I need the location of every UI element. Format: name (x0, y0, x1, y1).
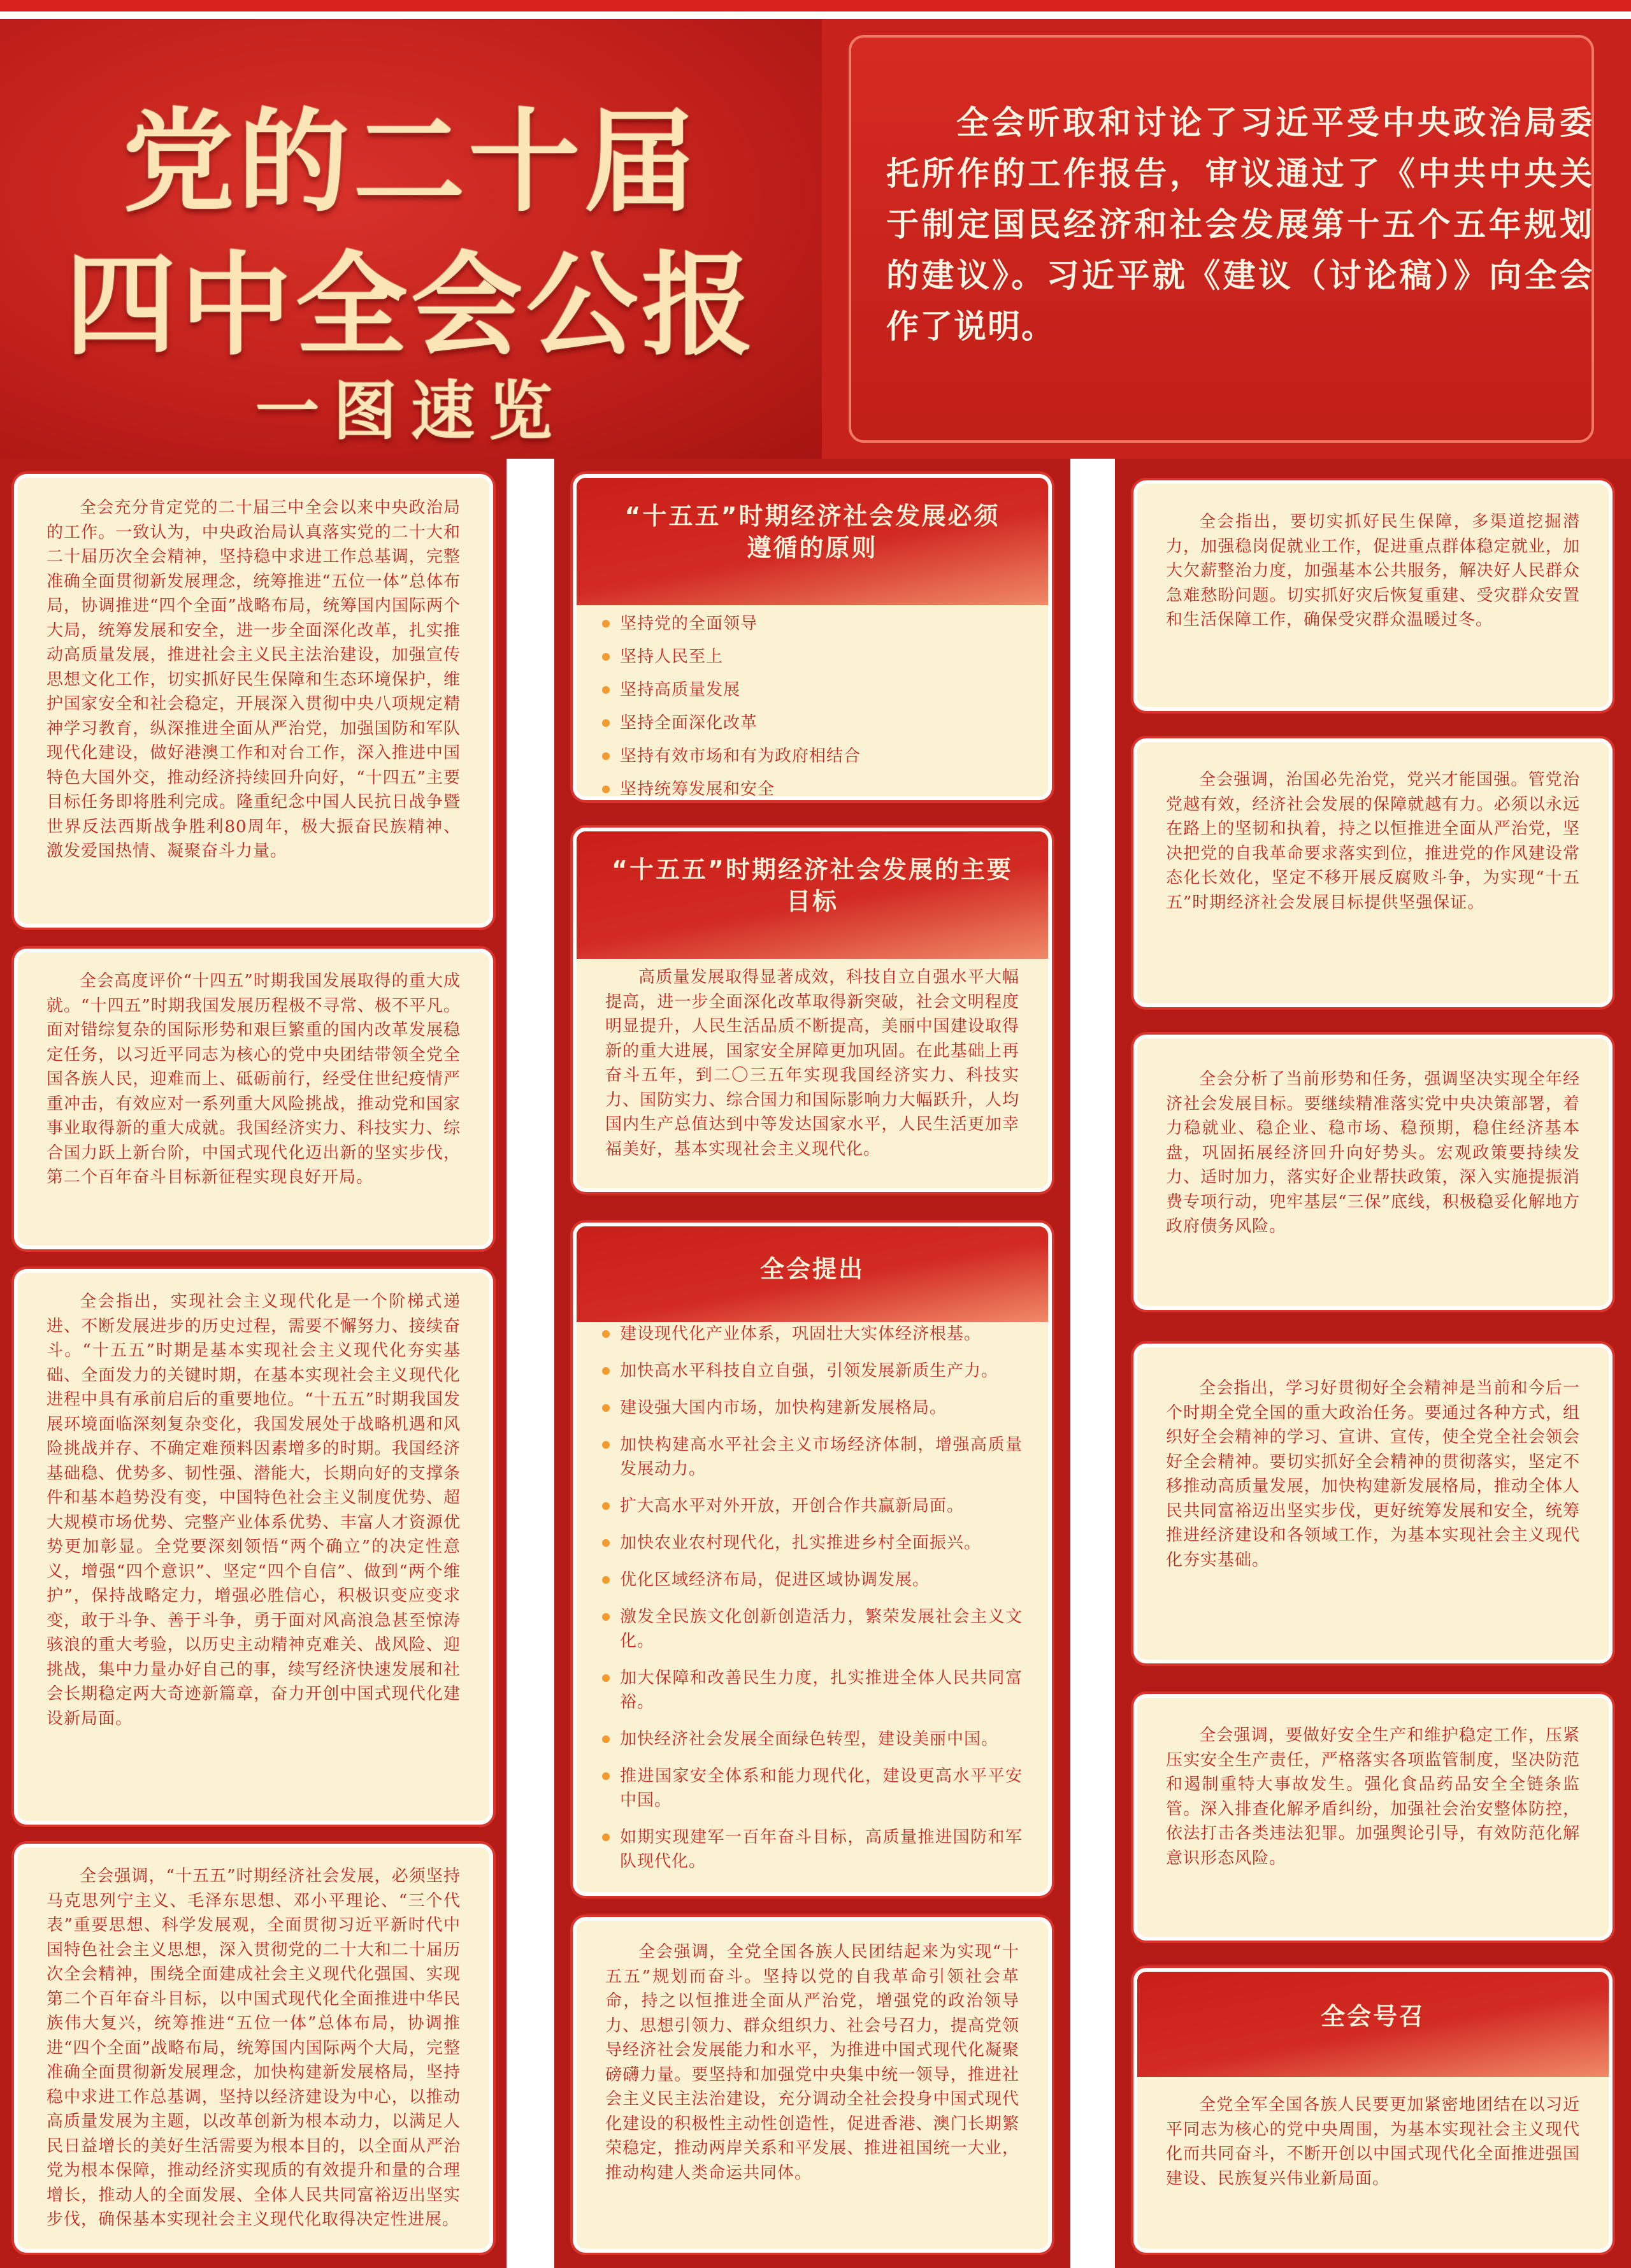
bullet-icon (602, 1330, 610, 1338)
card-work-review (18, 478, 489, 924)
list-item (602, 777, 997, 801)
top-rule (0, 0, 1631, 11)
list-item (602, 645, 997, 669)
intro-text: 全会听取和讨论了习近平受中央政治局委托所作的工作报告，审议通过了《中共中央关于制定国民经济和社会发展第十五个五年规划的建议》。习近平就《建议（讨论稿）》向全会作了说明。 (886, 104, 1593, 346)
goals-title: “十五五”时期经济社会发展的主要目标 (612, 856, 1013, 915)
title-panel (0, 19, 822, 459)
list-item-text: 加快构建高水平社会主义市场经济体制，增强高质量发展动力。 (620, 1435, 1023, 1479)
bullet-icon (602, 719, 610, 727)
banner-proposals (577, 1226, 1048, 1322)
card-study-spirit (1137, 1347, 1609, 1660)
list-item-text: 加快高水平科技自立自强，引领发展新质生产力。 (620, 1361, 999, 1381)
card-text: 全会强调，“十五五”时期经济社会发展，必须坚持马克思列宁主义、毛泽东思想、邓小平理论、“三个代表”重要思想、科学发展观，全面贯彻习近平新时代中国特色社会主义思想，深入贯彻党的二十大和二十届历次全会精神，围绕全面建成社会主义现代化强国、实现第二个百年奋斗目标，以中国式现代化全面推进中华民族伟大复兴，统筹推进“五位一体”总体布局，协调推进“四个全面”战略布局，统筹国内国际两个大局，完整准确全面贯彻新发展理念，加快构建新发展格局，坚持稳中求进工作总基调，坚持以经济建设为中心，以推动高质量发展为主题，以改革创新为根本动力，以满足人民日益增长的美好生活需要为根本目的，以全面从严治党为根本保障，推动经济实现质的有效提升和量的合理增长，推动人的全面发展、全体人民共同富裕迈出坚实步伐，确保基本实现社会主义现代化取得决定性进展。 (47, 1867, 461, 2229)
list-item-text: 坚持党的全面领导 (620, 614, 758, 633)
card-text: 全会充分肯定党的二十届三中全会以来中央政治局的工作。一致认为，中央政治局认真落实党的二十大和二十届历次全会精神，坚持稳中求进工作总基调，完整准确全面贯彻新发展理念，统筹推进“五位一体”总体布局，协调推进“四个全面”战略布局，统筹国内国际两个大局，统筹发展和安全，进一步全面深化改革，扎实推动高质量发展，推进社会主义民主法治建设，加强宣传思想文化工作，切实抓好民生保障和生态环境保护，维护国家安全和社会稳定，开展深入贯彻中央八项规定精神学习教育，纵深推进全面从严治党，加强国防和军队现代化建设，做好港澳工作和对台工作，深入推进中国特色大国外交，推动经济持续回升向好，“十四五”主要目标任务即将胜利完成。隆重纪念中国人民抗日战争暨世界反法西斯战争胜利80周年，极大振奋民族精神、激发爱国热情、凝聚奋斗力量。 (47, 498, 461, 861)
list-item-text: 建设现代化产业体系，巩固壮大实体经济根基。 (620, 1324, 982, 1344)
list-item-text: 激发全民族文化创新创造活力，繁荣发展社会主义文化。 (620, 1607, 1023, 1651)
bullet-icon (602, 620, 610, 628)
middle-column (554, 459, 1070, 2268)
call-title: 全会号召 (1320, 2002, 1425, 2030)
card-call (1137, 1972, 1609, 2249)
list-item-text: 坚持高质量发展 (620, 680, 741, 700)
left-column (0, 459, 507, 2268)
card-modernization-process (18, 1273, 489, 1821)
bullet-icon (602, 786, 610, 793)
bullet-icon (602, 1367, 610, 1375)
proposals-title: 全会提出 (759, 1255, 865, 1283)
list-item (602, 711, 997, 735)
list-item-text: 扩大高水平对外开放，开创合作共赢新局面。 (620, 1496, 965, 1516)
card-text: 全会指出，要切实抓好民生保障，多渠道挖掘潜力，加强稳岗促就业工作，促进重点群体稳定就业，加大欠薪整治力度，加强基本公共服务，解决好人民群众急难愁盼问题。切实抓好灾后恢复重建、受灾群众安置和生活保障工作，确保受灾群众温暖过冬。 (1166, 512, 1580, 629)
page-subtitle: 一图速览 (255, 374, 566, 449)
card-current-situation (1137, 1038, 1609, 1306)
card-14th-achievements (18, 952, 489, 1245)
card-text: 全会指出，学习好贯彻好全会精神是当前和今后一个时期全党全国的重大政治任务。要通过各种方式，组织好全会精神的学习、宣讲、宣传，使全党全社会领会好全会精神。要切实抓好全会精神的贯彻落实，坚定不移推动高质量发展，加快构建新发展格局，推动全体人民共同富裕迈出坚实步伐，更好统筹发展和安全，统筹推进经济建设和各领域工作，为基本实现社会主义现代化夯实基础。 (1166, 1379, 1580, 1570)
call-text: 全党全军全国各族人民要更加紧密地团结在以习近平同志为核心的党中央周围，为基本实现社会主义现代化而共同奋斗，不断开创以中国式现代化全面推进强国建设、民族复兴伟业新局面。 (1166, 2095, 1580, 2188)
principles-title: “十五五”时期经济社会发展必须遵循的原则 (624, 502, 1000, 562)
list-item-text: 推进国家安全体系和能力现代化，建设更高水平平安中国。 (620, 1767, 1023, 1810)
list-item (602, 1322, 1023, 1346)
banner-goals (577, 831, 1048, 959)
list-item (602, 1494, 1023, 1518)
bullet-icon (602, 752, 610, 760)
list-item (602, 678, 997, 702)
page-title-line-1: 党的二十届 (122, 98, 700, 227)
list-item (602, 1825, 1023, 1874)
bullet-icon (602, 1834, 610, 1841)
bullet-icon (602, 1576, 610, 1584)
proposals-list (602, 1322, 1023, 1874)
list-item (602, 612, 997, 636)
list-item (602, 1396, 1023, 1420)
list-item-text: 坚持有效市场和有为政府相结合 (620, 747, 861, 766)
bullet-icon (602, 1674, 610, 1682)
list-item (602, 1605, 1023, 1653)
list-item-text: 坚持人民至上 (620, 647, 724, 666)
goals-text: 高质量发展取得显著成效，科技自立自强水平大幅提高，进一步全面深化改革取得新突破，社会文明程度明显提升，人民生活品质不断提高，美丽中国建设取得新的重大进展，国家安全屏障更加巩固。在此基础上再奋斗五年，到二〇三五年实现我国经济实力、科技实力、国防实力、综合国力和国际影响力大幅跃升，人均国内生产总值达到中等发达国家水平，人民生活更加幸福美好，基本实现社会主义现代化。 (605, 968, 1019, 1159)
list-item (602, 744, 997, 768)
banner-principles (577, 478, 1048, 605)
list-item-text: 加快农业农村现代化，扎实推进乡村全面振兴。 (620, 1533, 982, 1553)
list-item (602, 1359, 1023, 1383)
bullet-icon (602, 1772, 610, 1780)
list-item (602, 1433, 1023, 1481)
bullet-icon (602, 1613, 610, 1621)
card-text: 全会高度评价“十四五”时期我国发展取得的重大成就。“十四五”时期我国发展历程极不寻常、极不平凡。面对错综复杂的国际形势和艰巨繁重的国内改革发展稳定任务，以习近平同志为核心的党中央团结带领全党全国各族人民，迎难而上、砥砺前行，经受住世纪疫情严重冲击，有效应对一系列重大风险挑战，推动党和国家事业取得新的重大成就。我国经济实力、科技实力、综合国力跃上新台阶，中国式现代化迈出新的坚实步伐，第二个百年奋斗目标新征程实现良好开局。 (47, 972, 461, 1187)
card-text: 全会分析了当前形势和任务，强调坚决实现全年经济社会发展目标。要继续精准落实党中央决策部署，着力稳就业、稳企业、稳市场、稳预期，稳住经济基本盘，巩固拓展经济回升向好势头。宏观政策要持续发力、适时加力，落实好企业帮扶政策，深入实施提振消费专项行动，兜牢基层“三保”底线，积极稳妥化解地方政府债务风险。 (1166, 1070, 1580, 1236)
bullet-icon (602, 653, 610, 661)
card-text: 全会强调，治国必先治党，党兴才能国强。管党治党越有效，经济社会发展的保障就越有力。必须以永远在路上的坚韧和执着，持之以恒推进全面从严治党，坚决把党的自我革命要求落实到位，推进党的作风建设常态化长效化，坚定不移开展反腐败斗争，为实现“十五五”时期经济社会发展目标提供坚强保证。 (1166, 770, 1580, 912)
card-unite-call (577, 1921, 1048, 2249)
right-column (1115, 459, 1631, 2268)
list-item-text: 加快经济社会发展全面绿色转型，建设美丽中国。 (620, 1730, 999, 1749)
list-item (602, 1727, 1023, 1751)
bullet-icon (602, 1735, 610, 1743)
card-party-governance (1137, 742, 1609, 1003)
card-principles (577, 478, 1048, 799)
card-proposals (577, 1226, 1048, 1892)
list-item (602, 1568, 1023, 1592)
card-livelihood (1137, 484, 1609, 707)
list-item-text: 坚持全面深化改革 (620, 714, 758, 733)
list-item (602, 1764, 1023, 1812)
bullet-icon (602, 1404, 610, 1412)
card-main-goals (577, 831, 1048, 1188)
bullet-icon (602, 1502, 610, 1510)
list-item (602, 1666, 1023, 1714)
bullet-icon (602, 1539, 610, 1547)
list-item (602, 1531, 1023, 1555)
card-text: 全会强调，全党全国各族人民团结起来为实现“十五五”规划而奋斗。坚持以党的自我革命引领社会革命，持之以恒推进全面从严治党，增强党的政治领导力、思想引领力、群众组织力、社会号召力，提高党领导经济社会发展能力和水平，为推进中国式现代化凝聚磅礴力量。要坚持和加强党中央集中统一领导，推进社会主义民主法治建设，充分调动全社会投身中国式现代化建设的积极性主动性创造性，促进香港、澳门长期繁荣稳定，推动两岸关系和平发展、推进祖国统一大业，推动构建人类命运共同体。 (605, 1942, 1019, 2183)
list-item-text: 建设强大国内市场，加快构建新发展格局。 (620, 1398, 947, 1418)
intro-panel (822, 19, 1631, 459)
intro-box (849, 35, 1594, 443)
banner-call (1137, 1972, 1609, 2077)
principles-list (602, 612, 997, 801)
page-title-line-2: 四中全会公报 (65, 241, 757, 371)
list-item-text: 优化区域经济布局，促进区域协调发展。 (620, 1570, 930, 1590)
list-item-text: 如期实现建军一百年奋斗目标，高质量推进国防和军队现代化。 (620, 1828, 1023, 1871)
bullet-icon (602, 686, 610, 694)
card-safety (1137, 1698, 1609, 1937)
card-15th-guidance (18, 1848, 489, 2249)
card-text: 全会指出，实现社会主义现代化是一个阶梯式递进、不断发展进步的历史过程，需要不懈努力、接续奋斗。“十五五”时期是基本实现社会主义现代化夯实基础、全面发力的关键时期，在基本实现社会主义现代化进程中具有承前启后的重要地位。“十五五”时期我国发展环境面临深刻复杂变化，我国发展处于战略机遇和风险挑战并存、不确定难预料因素增多的时期。我国经济基础稳、优势多、韧性强、潜能大，长期向好的支撑条件和基本趋势没有变，中国特色社会主义制度优势、超大规模市场优势、完整产业体系优势、丰富人才资源优势更加彰显。全党要深刻领悟“两个确立”的决定性意义，增强“四个意识”、坚定“四个自信”、做到“两个维护”，保持战略定力，增强必胜信心，积极识变应变求变，敢于斗争、善于斗争，勇于面对风高浪急甚至惊涛骇浪的重大考验，以历史主动精神克难关、战风险、迎挑战，集中力量办好自己的事，续写经济快速发展和社会长期稳定两大奇迹新篇章，奋力开创中国式现代化建设新局面。 (47, 1292, 461, 1728)
list-item-text: 加大保障和改善民生力度，扎实推进全体人民共同富裕。 (620, 1669, 1023, 1712)
bullet-icon (602, 1441, 610, 1449)
list-item-text: 坚持统筹发展和安全 (620, 780, 775, 799)
card-text: 全会强调，要做好安全生产和维护稳定工作，压紧压实安全生产责任，严格落实各项监管制度，坚决防范和遏制重特大事故发生。强化食品药品安全全链条监管。深入排查化解矛盾纠纷，加强社会治安整体防控，依法打击各类违法犯罪。加强舆论引导，有效防范化解意识形态风险。 (1166, 1726, 1580, 1868)
